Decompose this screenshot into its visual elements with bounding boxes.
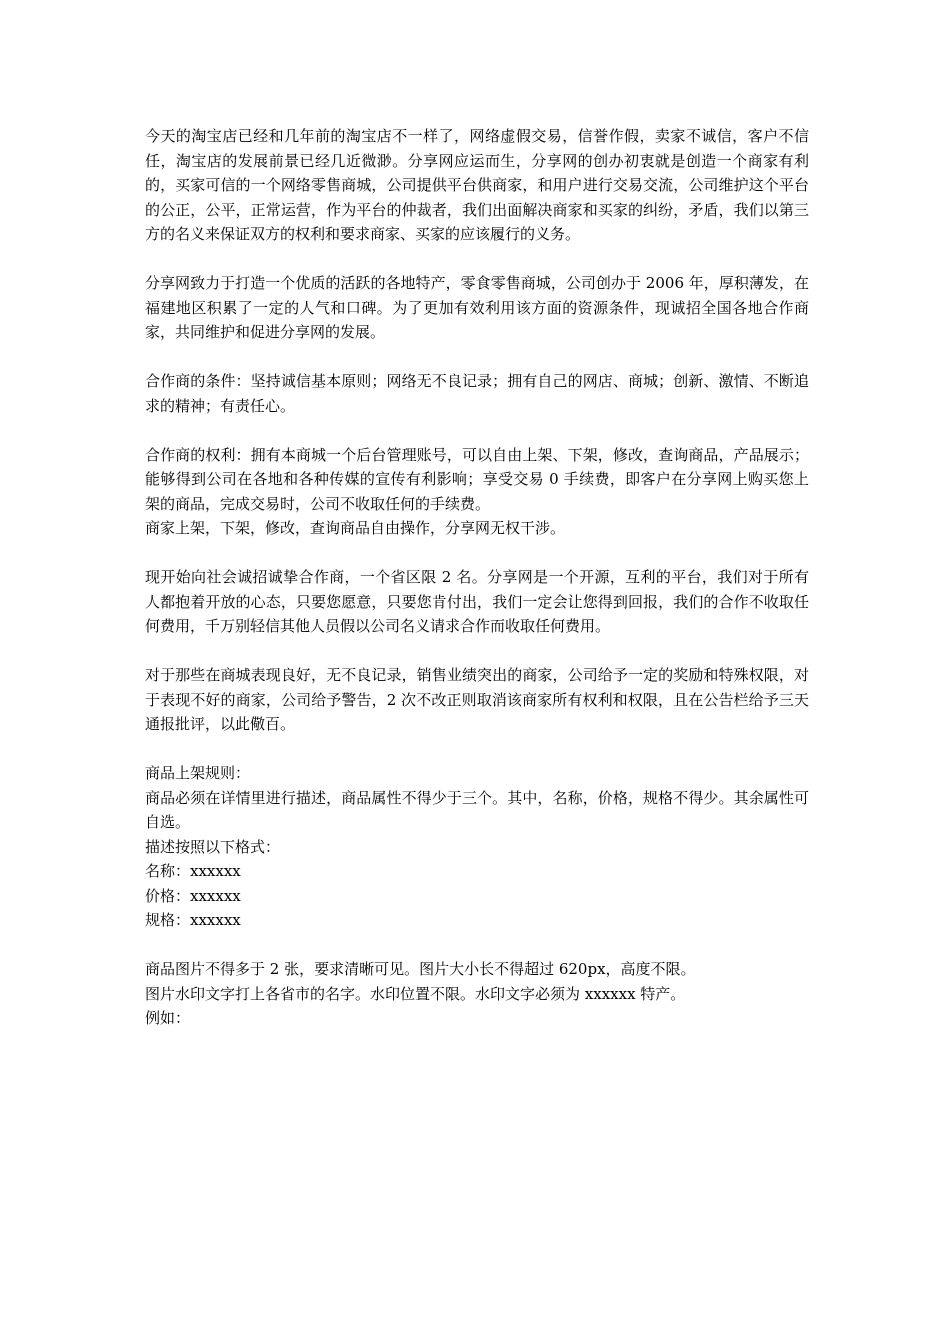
paragraph-gap <box>145 737 809 762</box>
paragraph-mission: 分享网致力于打造一个优质的活跃的各地特产，零食零售商城，公司创办于 2006 年，厚积薄发，在福建地区积累了一定的人气和口碑。为了更加有效利用该方面的资源条件，现诚招全国各地合作商家，共同维护和促进分享网的发展。 <box>145 274 809 341</box>
paragraph-gap <box>145 933 809 958</box>
paragraph-gap <box>145 541 809 566</box>
paragraph-gap <box>145 247 809 272</box>
paragraph-rewards-penalties: 对于那些在商城表现良好，无不良记录，销售业绩突出的商家，公司给予一定的奖励和特殊权限，对于表现不好的商家，公司给予警告，2 次不改正则取消该商家所有权利和权限，且在公告栏给予三天通报批评，以此儆百。 <box>145 666 809 733</box>
paragraph-partner-conditions: 合作商的条件：坚持诚信基本原则；网络无不良记录；拥有自己的网店、商城；创新、激情、不断追求的精神；有责任心。 <box>145 372 809 415</box>
listing-rules-description: 商品必须在详情里进行描述，商品属性不得少于三个。其中，名称，价格，规格不得少。其余属性可自选。 <box>145 788 809 831</box>
format-name: 名称：xxxxxx <box>145 862 241 880</box>
format-heading: 描述按照以下格式： <box>145 837 281 856</box>
document-body <box>145 124 809 1031</box>
format-spec: 规格：xxxxxx <box>145 911 241 929</box>
watermark-rule: 图片水印文字打上各省市的名字。水印位置不限。水印文字必须为 xxxxxx 特产。 <box>145 984 686 1003</box>
paragraph-recruitment: 现开始向社会诚招诚挚合作商，一个省区限 2 名。分享网是一个开源，互利的平台，我们对于所有人都抱着开放的心态，只要您愿意，只要您肯付出，我们一定会让您得到回报，我们的合作不收取任何费用，千万别轻信其他人员假以公司名义请求合作而收取任何费用。 <box>145 568 809 635</box>
paragraph-gap <box>145 418 809 443</box>
paragraph-gap <box>145 639 809 664</box>
listing-rules-heading: 商品上架规则： <box>145 764 251 782</box>
example-label: 例如： <box>145 1009 191 1027</box>
paragraph-partner-rights: 合作商的权利：拥有本商城一个后台管理账号，可以自由上架、下架，修改，查询商品，产品展示；能够得到公司在各地和各种传媒的宣传有利影响；享受交易 0 手续费，即客户在分享网上购买您上架的商品，完成交易时，公司不收取任何的手续费。 <box>145 445 809 513</box>
format-price: 价格：xxxxxx <box>145 886 241 905</box>
image-rule: 商品图片不得多于 2 张，要求清晰可见。图片大小长不得超过 620px，高度不限。 <box>145 960 696 978</box>
paragraph-merchant-operations: 商家上架，下架，修改，查询商品自由操作，分享网无权干涉。 <box>145 519 566 537</box>
paragraph-intro: 今天的淘宝店已经和几年前的淘宝店不一样了，网络虚假交易，信誉作假，卖家不诚信，客户不信任，淘宝店的发展前景已经几近微渺。分享网应运而生，分享网的创办初衷就是创造一个商家有利的，买家可信的一个网络零售商城，公司提供平台供商家，和用户进行交易交流，公司维护这个平台的公正，公平，正常运营，作为平台的仲裁者，我们出面解决商家和买家的纠纷，矛盾，我们以第三方的名义来保证双方的权利和要求商家、买家的应该履行的义务。 <box>145 127 809 243</box>
paragraph-gap <box>145 345 809 370</box>
